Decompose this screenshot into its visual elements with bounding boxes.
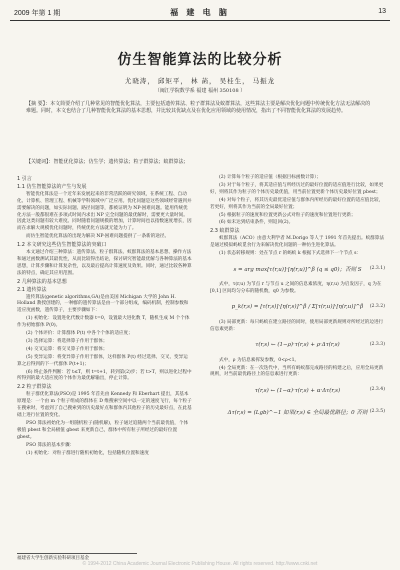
right-column bbox=[210, 175, 385, 425]
paragraph: (5) 根据粒子的速度和位置更新公式对粒子的速度和位置进行更新； bbox=[219, 212, 356, 218]
paragraph: 遗传算法(genetic algorithms,GA)是由美国 Michigan 大学的 John H. Holland 教授创建的，一种群的遗传算法是由一个部分组成，编码机制，控制参数和适应度函数，遗传算子，主要步骤如下： bbox=[17, 294, 189, 314]
paragraph: (5) 变异运算：将变异算子作用于群体，这样群体 P(t) 经过选择、交叉、变异运算之后得到的下一代群体 P(t+1)； bbox=[17, 354, 188, 367]
equation-number: (2.3.5) bbox=[369, 409, 385, 415]
paragraph: 蚁群算法（ACO）由意大利学者 M.Dorigo 等人于 1991 年首先提出。蚁群算法是通过模拟蚂蚁觅食行为来解决优化问题的一种仿生进化算法。 bbox=[210, 236, 384, 249]
paragraph: (3) 局部更新：每只蚂蚁在建立路径的同时，使用局部更新规则对所经过的边进行信息素更新： bbox=[210, 319, 384, 332]
section-heading: 2.3 蚁群算法 bbox=[210, 228, 240, 235]
journal-name: 福 建 电 脑 bbox=[170, 8, 230, 17]
paragraph: (3) 选择运算：将选择算子作用于群体； bbox=[26, 338, 108, 344]
equation-body: p_k(r,s) = [τ(r,s)]·[η(r,s)]^β / Σ[τ(r,u)]·[η(r,u)]^β bbox=[231, 304, 364, 311]
equation bbox=[210, 381, 385, 401]
paragraph: 粒子群优化算法(PSO)是 1995 年首先由 Kennedy 和 Eberhart 提出，其基本原理是：一个由 m 个粒子组成的群体在 D 维搜索空间中以一定的速度飞行，每个粒子在搜索时，考虑到了自己搜索到的历史最好点和群体内其他粒子的历史最好点，在此基础上进行位置的变化。 bbox=[17, 392, 192, 418]
paragraph: (2) 个体评价：计算群体 P(t) 中各个个体的适应度； bbox=[26, 331, 133, 337]
equation-body: s = arg max[τ(r,u)]·[η(r,u)]^β (q ≤ q0)；否则 S bbox=[233, 266, 362, 273]
paragraph: (4) 全局更新：在一次迭代中，当所有蚂蚁都完成路径的构建之后，应用全局更新规则，对当前最优路径上的信息素进行更新： bbox=[210, 365, 384, 378]
paragraph: (6) 如未达到结束条件，则返回(2)。 bbox=[219, 220, 294, 226]
section-heading: 2 几种算法的基本思想 bbox=[17, 278, 67, 285]
equation bbox=[210, 336, 385, 356]
section-heading: 2.2 粒子群算法 bbox=[17, 384, 52, 391]
paragraph: (1) 初始化：设置进化代数计数器 t=0，设置最大进化数 T，随机生成 M 个个体作为初始群体 P(0)。 bbox=[17, 316, 190, 329]
issue-label: 2009 年第 1 期 bbox=[14, 10, 61, 17]
author-list: 尤晓涛， 邱矩平， 林 菡， 吴桂生， 马振龙 bbox=[124, 77, 276, 85]
paragraph: 式中，τ(r,u) 为节点 r 与节点 u 之间的信息素浓度，η(r,u) 为启发因子，q 为在 [0,1] 区间均匀分布的随机数，q0 为参数。 bbox=[210, 281, 382, 294]
equation bbox=[210, 403, 385, 423]
page-number: 13 bbox=[378, 8, 386, 15]
paper-title: 仿生智能算法的比较分析 bbox=[117, 52, 283, 68]
equation bbox=[210, 298, 385, 318]
abstract: 【摘 要】：本文简要介绍了几种常见的智能优化算法，主要包括遗传算法、粒子群算法及蚁群算法，这些算法主要是解决优化问题中传统优化方法无法解决的难题。同时，本文也结合了几种智能优化算法的基本思想，并比较其优缺点及在优化应用领域的使用情况，指出了不同智能优化算法的发展趋势。 bbox=[26, 101, 371, 115]
paragraph: (4) 对每个粒子，将其历史最优适应值与群体内所经历的最好位置的适应值比较，若更好，则将其作为当前的全局最好位置； bbox=[210, 197, 384, 210]
left-column bbox=[17, 175, 192, 458]
keywords: 【关键词】：智能优化算法；仿生学；遗传算法；粒子群算法；蚁群算法； bbox=[26, 159, 189, 165]
paragraph: (2) 计算每个粒子的适应值（根据目标函数计算）； bbox=[219, 175, 322, 180]
equation bbox=[210, 260, 385, 280]
page-header bbox=[10, 6, 390, 21]
equation-body: τ(r,s) ← (1−ρ)·τ(r,s) + ρ·Δτ(r,s) bbox=[255, 342, 340, 349]
paragraph: (4) 交叉运算：将交叉算子作用于群体； bbox=[26, 346, 108, 352]
equation-number: (2.3.3) bbox=[369, 341, 385, 347]
paragraph: PSO 算法的基本步骤： bbox=[26, 442, 75, 448]
equation-number: (2.3.4) bbox=[369, 387, 385, 393]
paragraph: (1) 初始化：对粒子群进行随机初始化，包括随机位置和速度 bbox=[26, 450, 149, 456]
paragraph: 而仿生智能优化算法的出现为解决 NP-困难问题提供了一条新的途径。 bbox=[26, 234, 170, 240]
equation-body: Δτ(r,s) = (Lgb)^−1 如果(r,s) ∈ 全局最优路径；0 否则 bbox=[227, 409, 368, 416]
paragraph: (1) 状态转移规则：处在节点 r 的蚂蚁 k 根据下式选择下一个节点 s： bbox=[219, 251, 362, 257]
footnote: 福建省大学生创新实验科研项目基金 bbox=[17, 553, 137, 561]
copyright-watermark: © 1994-2012 China Academic Journal Electronic Publishing House. All rights reserved. http://www.cnki.net bbox=[82, 561, 318, 567]
paragraph: (3) 对于每个粒子，将其适应值与所经历过的最好位置的适应值进行比较，如果更好，则将其作为粒子的个体历史最优值，用当前位置更新个体历史最好位置 pbest； bbox=[210, 182, 384, 195]
paragraph: 智能优化算法是一个近年来发展起来的非常活跃的研究领域，在系统工程、自动化、计算机、管理工程、机械等学科领域中广泛应用。优化问题是这些领域经常遇到并需要解决的问题，如实际问题、路径问题等，都被证明为 NP-困难问题。能用传统优化方法一般都很难在多项式时间内求出 NP 完全问题的最优解时，需要更大量时间。因此这类问题有较大难度。同时随着问题规模的增加，计算时间也以指数速度增长，因而在求解大规模优化问题时，传统优化方法就无能为力了。 bbox=[17, 191, 192, 232]
section-heading: 2.1 遗传算法 bbox=[17, 286, 47, 293]
paragraph: PSO 算法初始化为一组随机粒子(随机解)，粒子通过追随两个当前最优值，个体极值 pbest 和全局极值 gbest 来更新自己，群体中所有粒子所经过的最好位置 gbest。 bbox=[17, 420, 189, 440]
paragraph: 式中，ρ 为信息素挥发参数，0<ρ<1。 bbox=[219, 357, 300, 363]
equation-number: (2.3.2) bbox=[369, 303, 385, 309]
affiliation: （闽江学院数学系 福建 福州 350108 ） bbox=[154, 88, 246, 94]
equation-body: τ(r,s) ← (1−α)·τ(r,s) + α·Δτ(r,s) bbox=[254, 387, 341, 394]
paragraph: (6) 终止条件判断：若 t≤T，则 t=t+1，转到第(2)步；若 t>T，则以进化过程中所得到的最大适应度的个体作为最优解输出，停止计算。 bbox=[17, 369, 192, 382]
equation-number: (2.3.1) bbox=[369, 265, 385, 271]
paragraph: 本文通过介绍三种算法：遗传算法、粒子群算法、蚁群算法的基本思想、操作方法和通过函数测试其最优性，从而比较得出结论，探讨研究智能最优解与各种算法的基本思想，计算步骤和计算复杂性，以及最后提高计算速度及效果。同时，通过比较各种算法的特点，确定其应用范围。 bbox=[17, 250, 192, 276]
section-heading: 1.2 本文研究这些仿生智能算法的突破口 bbox=[17, 242, 107, 249]
section-heading: 1 引言 bbox=[17, 176, 32, 182]
section-heading: 1.1 仿生智能算法的产生与发展 bbox=[17, 183, 87, 190]
